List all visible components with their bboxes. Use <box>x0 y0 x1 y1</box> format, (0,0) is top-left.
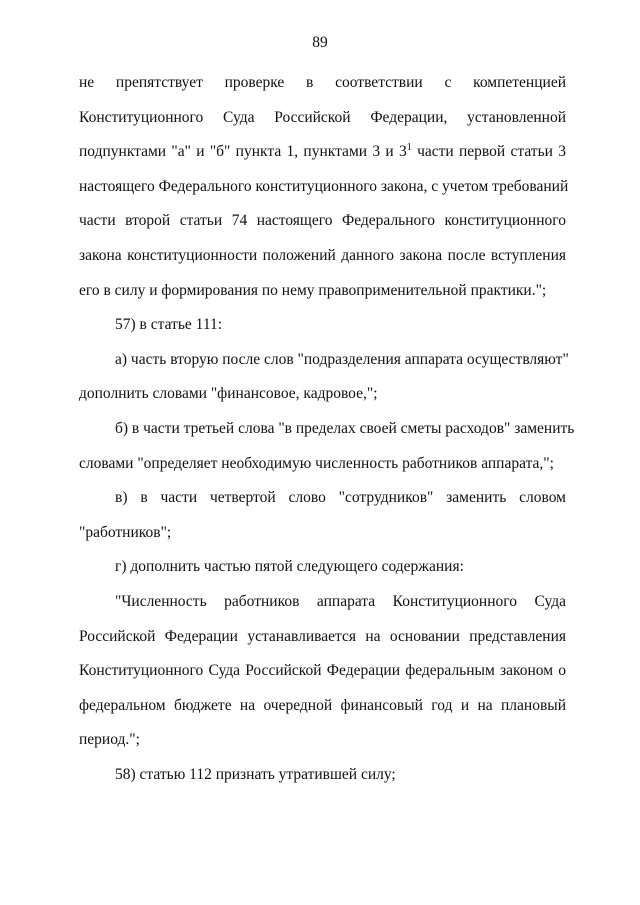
text-line: б) в части третьей слова "в пределах своей сметы расходов" заменить <box>115 419 575 437</box>
document-body <box>79 66 575 792</box>
text-line: Российской Федерации устанавливается на основании представления <box>79 627 566 645</box>
text-line: части второй статьи 74 настоящего Федерального конституционного <box>79 212 566 230</box>
text-line: Конституционного Суда Российской Федерации федеральным законом о <box>79 662 566 680</box>
text-line <box>79 135 566 170</box>
text-line: словами "определяет необходимую численность работников аппарата,"; <box>79 454 554 472</box>
text-line: дополнить словами "финансовое, кадровое,"; <box>79 385 378 403</box>
text-line: период."; <box>79 731 140 749</box>
text-line: настоящего Федерального конституционного закона, с учетом требований <box>79 177 569 195</box>
text-fragment: подпунктами "а" и "б" пункта 1, пунктами 3 и 3 <box>79 143 407 161</box>
page-number: 89 <box>312 34 328 51</box>
text-line: Конституционного Суда Российской Федерации, установленной <box>79 108 566 126</box>
text-line: не препятствует проверке в соответствии с компетенцией <box>79 74 566 91</box>
text-line: "Численность работников аппарата Конституционного Суда <box>115 592 566 610</box>
list-item-heading: 58) статью 112 признать утратившей силу; <box>115 765 396 783</box>
text-line: г) дополнить частью пятой следующего содержания: <box>115 558 464 576</box>
text-line: в) в части четвертой слово "сотрудников" заменить словом <box>115 489 566 507</box>
text-line: а) часть вторую после слов "подразделения аппарата осуществляют" <box>115 350 569 368</box>
text-fragment: части первой статьи 3 <box>411 143 567 161</box>
text-line: его в силу и формирования по нему правоприменительной практики."; <box>79 281 547 299</box>
text-line: "работников"; <box>79 523 172 541</box>
text-line: закона конституционности положений данного закона после вступления <box>79 246 566 264</box>
superscript: 1 <box>406 142 412 154</box>
text-line: федеральном бюджете на очередной финансовый год и на плановый <box>79 696 566 714</box>
list-item-heading: 57) в статье 111: <box>115 316 223 334</box>
